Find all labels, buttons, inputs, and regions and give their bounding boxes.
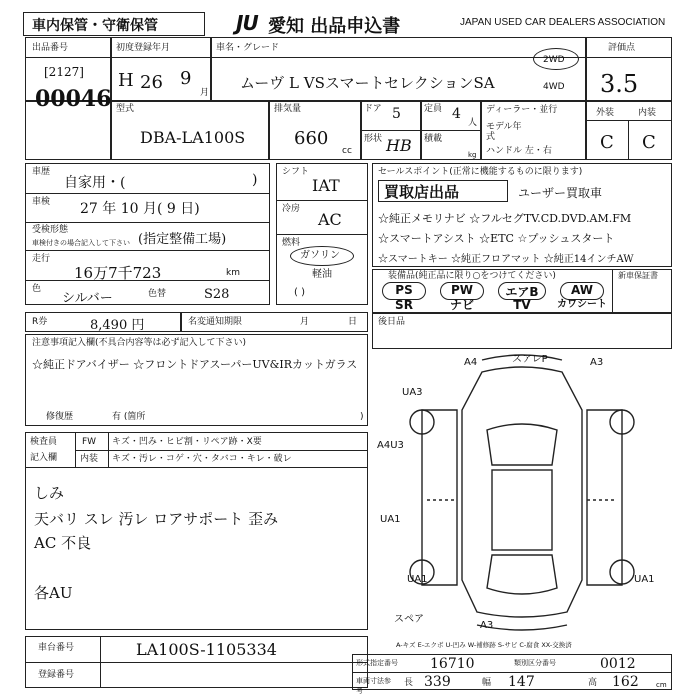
storage-title: 車内保管・守衛保管	[32, 18, 158, 34]
handle-label: ハンドル 左・右	[486, 146, 552, 156]
shape-value: HB	[386, 136, 412, 155]
height-label: 高	[588, 678, 598, 688]
notes-label: 注意事項記入欄(不具合内容等は必ず記入して下さい)	[32, 338, 247, 348]
class-label: 類別区分番号	[514, 659, 556, 667]
inspection-label: 車検	[32, 197, 51, 207]
type-label: 型式	[116, 104, 135, 114]
equip-ps: PS	[382, 282, 426, 300]
ac-label: 冷房	[282, 204, 301, 214]
class-value: 0012	[600, 656, 636, 672]
form-title: 愛知 出品申込書	[268, 16, 401, 37]
wd-4: 4WD	[543, 82, 565, 92]
sales-note: ユーザー買取車	[518, 186, 603, 200]
later-label: 後日品	[378, 317, 406, 327]
seat-label: 定員	[424, 104, 443, 114]
diag-label-ua3: UA3	[402, 387, 423, 398]
fuel-diesel: 軽油	[312, 269, 332, 280]
equip-seat: カワシート	[557, 299, 607, 310]
new-car-label: 新車保証書	[618, 271, 658, 280]
repair-label: 修復歴	[46, 412, 74, 422]
diagram-legend: A-キズ E-エクボ U-凹み W-補修跡 S-サビ C-腐食 XX-交換済	[396, 641, 572, 649]
model-year-label: モデル年式	[486, 122, 522, 142]
name-label: 車名・グレード	[216, 43, 280, 53]
reg-year: 26	[140, 72, 163, 93]
load-label: 積載	[424, 134, 443, 144]
wd-2: 2WD	[543, 55, 565, 65]
receive-value: (指定整備工場)	[138, 232, 227, 247]
mileage-value: 16万7千723	[74, 264, 162, 282]
sales-line1: ☆純正メモリナビ ☆フルセグTV.CD.DVD.AM.FM	[378, 212, 632, 225]
month-label: 月	[300, 317, 310, 327]
diag-label-a3-bottom: A3	[480, 620, 494, 631]
notes-value: ☆純正ドアバイザー ☆フロントドアスーパーUV&IRカットガラス	[32, 358, 358, 371]
load-unit: kg	[468, 151, 477, 159]
lot-number: 00046	[35, 86, 112, 112]
color-no-label: 色替	[148, 289, 167, 299]
sales-line3: ☆スマートキー ☆純正フロアマット ☆純正14インチAW	[378, 254, 634, 265]
door-label: ドア	[364, 104, 382, 114]
inspector-int: 内装	[80, 454, 99, 464]
diag-label-spare-p: スアレP	[512, 354, 548, 365]
length-value: 339	[424, 674, 451, 690]
remark-1: しみ	[34, 484, 65, 502]
door-value: 5	[392, 106, 401, 122]
reg-month-unit: 月	[200, 88, 210, 98]
equip-sr: SR	[395, 298, 413, 312]
shift-label: シフト	[282, 167, 310, 177]
recycle-value: 8,490 円	[90, 318, 145, 333]
int-label: 内装	[638, 108, 657, 118]
cc-value: 660	[294, 128, 329, 149]
sales-badge: 買取店出品	[384, 183, 460, 201]
score-value: 3.5	[600, 70, 639, 98]
fuel-label: 燃料	[282, 238, 301, 248]
history-value: 自家用・(	[64, 175, 126, 191]
inspector-int-items: キズ・汚レ・コゲ・穴・タバコ・キレ・破レ	[112, 454, 292, 464]
remark-4: 各AU	[34, 584, 73, 602]
width-value: 147	[508, 674, 535, 690]
lot-sub: [2127]	[44, 65, 84, 79]
later-box	[372, 313, 672, 349]
recycle-label: R券	[32, 317, 48, 327]
shape-label: 形状	[364, 134, 383, 144]
inspector-label2: 記入欄	[30, 453, 58, 463]
history-close: )	[252, 172, 258, 188]
association-name: JAPAN USED CAR DEALERS ASSOCIATION	[460, 17, 666, 28]
equip-tv: TV	[513, 298, 531, 312]
chassis-value: LA100S-1105334	[136, 640, 277, 659]
mileage-label: 走行	[32, 254, 51, 264]
lot-label: 出品番号	[32, 43, 69, 53]
inspector-fw: FW	[82, 437, 97, 447]
repair-value: 有 (箇所	[112, 412, 146, 422]
seat-unit: 人	[468, 118, 478, 128]
equip-airbag: エアB	[498, 282, 546, 300]
reg-label: 初度登録年月	[116, 43, 171, 53]
repair-close: )	[360, 412, 364, 422]
int-value: C	[642, 132, 656, 153]
reg-no-value: 16710	[430, 656, 475, 672]
color-no-value: S28	[204, 287, 230, 302]
ext-label: 外装	[596, 108, 615, 118]
shift-value: IAT	[312, 176, 340, 195]
diag-label-ua1-left: UA1	[380, 514, 401, 525]
receive-label: 受検形態	[32, 225, 69, 235]
diag-label-a3: A3	[590, 357, 604, 368]
inspector-fw-items: キズ・凹み・ヒビ割・リペア跡・X要	[112, 437, 262, 447]
car-damage-diagram	[372, 350, 672, 640]
diag-label-ua1-right: UA1	[634, 574, 655, 585]
equip-label: 装備品(純正品に限り○をつけてください)	[388, 271, 556, 281]
remark-2: 天バリ スレ 汚レ ロアサポート 歪み	[34, 510, 279, 528]
size-label: 車両寸法参考	[356, 677, 391, 695]
reg-no-label: 形式指定番号	[356, 659, 398, 667]
ac-value: AC	[318, 210, 342, 229]
fuel-other: ( )	[294, 287, 305, 298]
sales-label: セールスポイント(正常に機能するものに限ります)	[378, 167, 583, 177]
reg-era: H	[118, 70, 134, 91]
ext-value: C	[600, 132, 614, 153]
type-value: DBA-LA100S	[140, 128, 246, 147]
day-label: 日	[348, 317, 358, 327]
receive-note: 車検付きの場合記入して下さい	[32, 239, 130, 247]
remark-3: AC 不良	[34, 534, 92, 552]
diag-label-ua1-bottom: UA1	[407, 574, 428, 585]
chassis-reg-label: 登録番号	[38, 670, 75, 680]
height-value: 162	[612, 674, 639, 690]
color-label: 色	[32, 284, 42, 294]
inspector-label1: 検査員	[30, 437, 58, 447]
sales-line2: ☆スマートアシスト ☆ETC ☆プッシュスタート	[378, 232, 615, 245]
dealer-label: ディーラー・並行	[486, 105, 558, 115]
cc-unit: cc	[342, 146, 352, 156]
diag-label-spare: スペア	[394, 614, 424, 625]
diag-label-a4: A4	[464, 357, 478, 368]
color-value: シルバー	[62, 291, 113, 306]
inspection-value: 27 年 10 月( 9 日)	[80, 201, 200, 217]
equip-navi: ナビ	[449, 298, 474, 312]
cc-label: 排気量	[274, 104, 302, 114]
history-label: 車歴	[32, 167, 51, 177]
fuel-gas: ガソリン	[300, 250, 340, 261]
score-label: 評価点	[608, 43, 636, 53]
width-label: 幅	[482, 678, 492, 688]
ju-logo: JU	[236, 11, 258, 35]
equip-pw: PW	[440, 282, 484, 300]
cm-unit: cm	[656, 681, 667, 689]
equip-aw: AW	[560, 282, 604, 300]
seat-value: 4	[452, 106, 461, 122]
length-label: 長	[404, 678, 414, 688]
chassis-label: 車台番号	[38, 643, 75, 653]
car-name: ムーヴ L VSスマートセレクションSA	[240, 74, 495, 92]
name-change-label: 名変通知期限	[188, 317, 243, 327]
diag-label-a4u3: A4U3	[377, 440, 404, 451]
reg-month: 9	[180, 68, 192, 89]
mileage-unit: km	[226, 268, 240, 278]
